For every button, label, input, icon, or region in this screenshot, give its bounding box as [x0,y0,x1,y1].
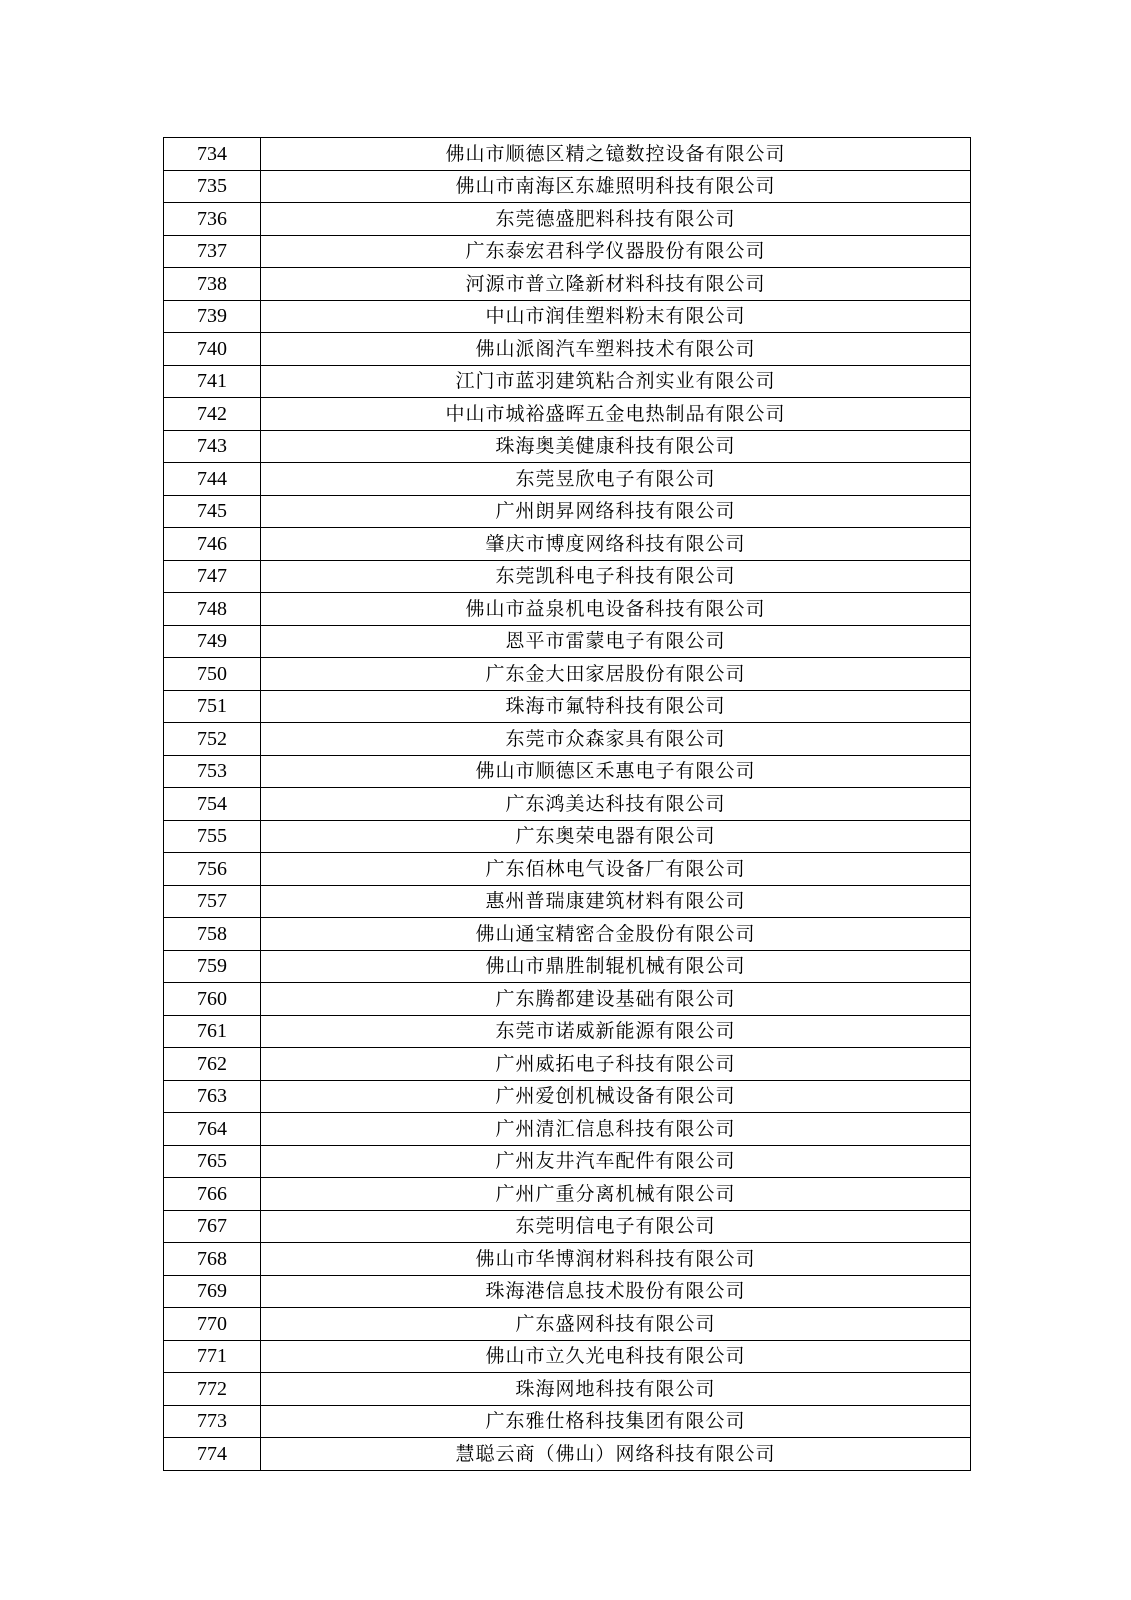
company-list-body [164,138,971,1471]
table-row [164,1243,971,1276]
table-row [164,918,971,951]
table-row [164,1373,971,1406]
row-number-cell: 740 [164,333,261,366]
row-number-cell: 741 [164,365,261,398]
row-number-cell: 761 [164,1015,261,1048]
table-row [164,170,971,203]
row-number-cell: 747 [164,560,261,593]
company-name-cell: 河源市普立隆新材料科技有限公司 [261,268,971,301]
table-row [164,950,971,983]
company-name-cell: 佛山市南海区东雄照明科技有限公司 [261,170,971,203]
company-name-cell: 东莞市众森家具有限公司 [261,723,971,756]
table-row [164,463,971,496]
row-number-cell: 755 [164,820,261,853]
table-row [164,885,971,918]
company-name-cell: 广东腾都建设基础有限公司 [261,983,971,1016]
row-number-cell: 763 [164,1080,261,1113]
company-name-cell: 东莞凯科电子科技有限公司 [261,560,971,593]
table-row [164,820,971,853]
company-name-cell: 广州朗昇网络科技有限公司 [261,495,971,528]
table-row [164,1080,971,1113]
row-number-cell: 760 [164,983,261,1016]
row-number-cell: 768 [164,1243,261,1276]
table-row [164,560,971,593]
table-row [164,983,971,1016]
table-row [164,138,971,171]
table-row [164,495,971,528]
company-name-cell: 广州爱创机械设备有限公司 [261,1080,971,1113]
company-name-cell: 广州广重分离机械有限公司 [261,1178,971,1211]
company-name-cell: 中山市润佳塑料粉末有限公司 [261,300,971,333]
row-number-cell: 749 [164,625,261,658]
company-name-cell: 佛山市益泉机电设备科技有限公司 [261,593,971,626]
company-name-cell: 慧聪云商（佛山）网络科技有限公司 [261,1438,971,1471]
table-row [164,755,971,788]
row-number-cell: 756 [164,853,261,886]
row-number-cell: 769 [164,1275,261,1308]
row-number-cell: 736 [164,203,261,236]
table-row [164,1145,971,1178]
table-row [164,1438,971,1471]
table-row [164,788,971,821]
company-name-cell: 东莞德盛肥料科技有限公司 [261,203,971,236]
company-name-cell: 佛山市顺德区精之镱数控设备有限公司 [261,138,971,171]
company-name-cell: 广东盛网科技有限公司 [261,1308,971,1341]
table-row [164,268,971,301]
company-name-cell: 东莞昱欣电子有限公司 [261,463,971,496]
table-row [164,398,971,431]
company-name-cell: 广州友井汽车配件有限公司 [261,1145,971,1178]
company-name-cell: 东莞明信电子有限公司 [261,1210,971,1243]
row-number-cell: 742 [164,398,261,431]
row-number-cell: 762 [164,1048,261,1081]
row-number-cell: 759 [164,950,261,983]
company-name-cell: 珠海市氟特科技有限公司 [261,690,971,723]
row-number-cell: 774 [164,1438,261,1471]
row-number-cell: 744 [164,463,261,496]
company-name-cell: 中山市城裕盛晖五金电热制品有限公司 [261,398,971,431]
table-row [164,658,971,691]
table-row [164,1048,971,1081]
table-row [164,1275,971,1308]
row-number-cell: 750 [164,658,261,691]
company-name-cell: 广东金大田家居股份有限公司 [261,658,971,691]
table-row [164,690,971,723]
row-number-cell: 739 [164,300,261,333]
row-number-cell: 737 [164,235,261,268]
table-row [164,625,971,658]
row-number-cell: 734 [164,138,261,171]
company-name-cell: 广州威拓电子科技有限公司 [261,1048,971,1081]
row-number-cell: 752 [164,723,261,756]
row-number-cell: 753 [164,755,261,788]
row-number-cell: 770 [164,1308,261,1341]
company-name-cell: 东莞市诺威新能源有限公司 [261,1015,971,1048]
company-name-cell: 广东雅仕格科技集团有限公司 [261,1405,971,1438]
company-name-cell: 珠海网地科技有限公司 [261,1373,971,1406]
company-name-cell: 广州清汇信息科技有限公司 [261,1113,971,1146]
company-name-cell: 佛山市顺德区禾惠电子有限公司 [261,755,971,788]
company-list-table [163,137,971,1471]
company-name-cell: 广东鸿美达科技有限公司 [261,788,971,821]
company-name-cell: 珠海港信息技术股份有限公司 [261,1275,971,1308]
table-row [164,1178,971,1211]
company-name-cell: 佛山通宝精密合金股份有限公司 [261,918,971,951]
company-name-cell: 广东奥荣电器有限公司 [261,820,971,853]
table-row [164,1405,971,1438]
company-name-cell: 广东泰宏君科学仪器股份有限公司 [261,235,971,268]
table-row [164,300,971,333]
table-row [164,235,971,268]
company-name-cell: 佛山市立久光电科技有限公司 [261,1340,971,1373]
company-name-cell: 佛山市华博润材料科技有限公司 [261,1243,971,1276]
company-name-cell: 恩平市雷蒙电子有限公司 [261,625,971,658]
table-row [164,723,971,756]
row-number-cell: 738 [164,268,261,301]
company-name-cell: 惠州普瑞康建筑材料有限公司 [261,885,971,918]
row-number-cell: 746 [164,528,261,561]
row-number-cell: 757 [164,885,261,918]
row-number-cell: 765 [164,1145,261,1178]
company-name-cell: 江门市蓝羽建筑粘合剂实业有限公司 [261,365,971,398]
row-number-cell: 751 [164,690,261,723]
table-row [164,333,971,366]
row-number-cell: 766 [164,1178,261,1211]
table-row [164,1210,971,1243]
table-row [164,365,971,398]
row-number-cell: 743 [164,430,261,463]
company-name-cell: 广东佰林电气设备厂有限公司 [261,853,971,886]
company-name-cell: 肇庆市博度网络科技有限公司 [261,528,971,561]
row-number-cell: 735 [164,170,261,203]
row-number-cell: 745 [164,495,261,528]
table-row [164,1340,971,1373]
row-number-cell: 772 [164,1373,261,1406]
row-number-cell: 758 [164,918,261,951]
row-number-cell: 754 [164,788,261,821]
company-name-cell: 佛山派阁汽车塑料技术有限公司 [261,333,971,366]
table-row [164,203,971,236]
table-row [164,528,971,561]
table-row [164,593,971,626]
row-number-cell: 748 [164,593,261,626]
row-number-cell: 767 [164,1210,261,1243]
company-name-cell: 佛山市鼎胜制辊机械有限公司 [261,950,971,983]
row-number-cell: 764 [164,1113,261,1146]
table-row [164,853,971,886]
row-number-cell: 773 [164,1405,261,1438]
table-row [164,1015,971,1048]
table-row [164,430,971,463]
table-row [164,1308,971,1341]
company-name-cell: 珠海奥美健康科技有限公司 [261,430,971,463]
table-row [164,1113,971,1146]
row-number-cell: 771 [164,1340,261,1373]
